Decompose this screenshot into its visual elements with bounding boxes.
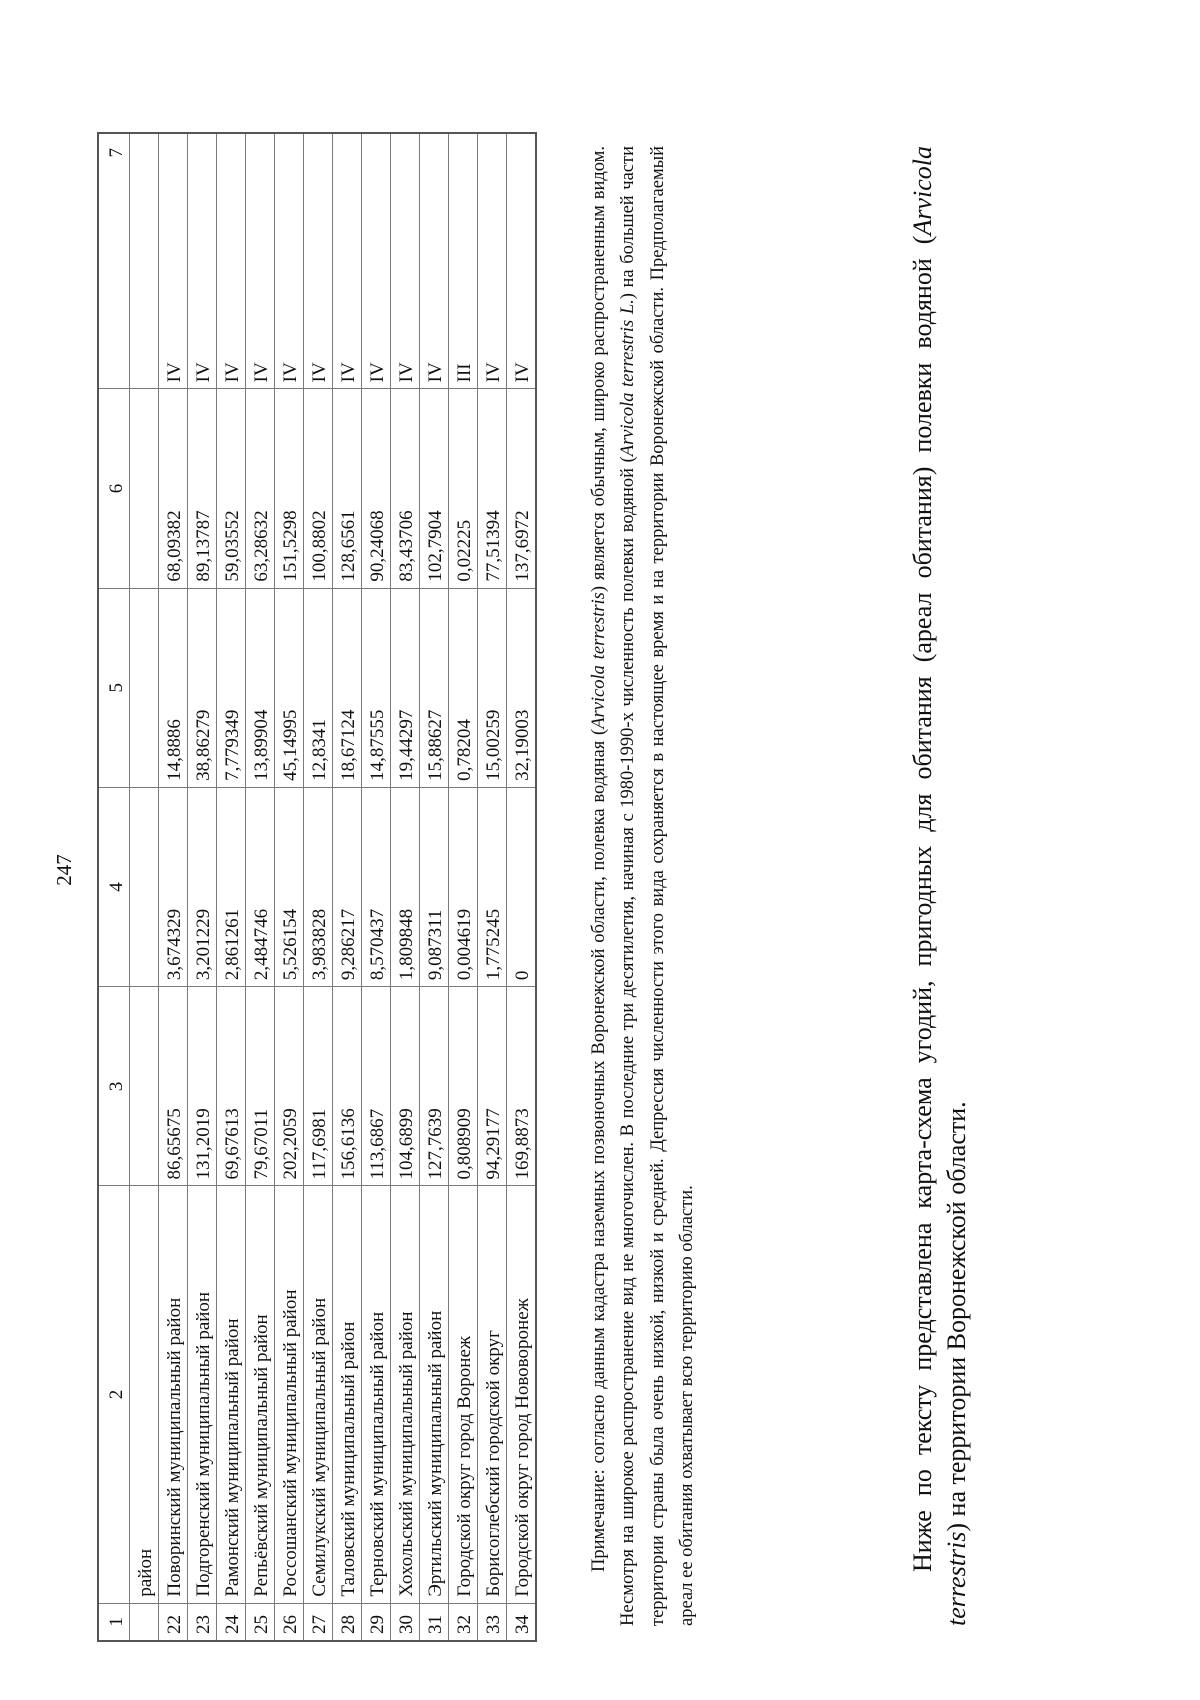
table-cell [130,389,159,588]
table-subheader-row [130,133,159,1641]
table-header-row [98,133,130,1641]
value-cell: 128,6561 [333,389,362,588]
district-name-cell: Поворинский муниципальный район [159,1186,188,1603]
table-row [449,133,478,1641]
value-cell: 156,6136 [333,987,362,1186]
district-name-cell: Хохольский муниципальный район [391,1186,420,1603]
district-name-cell: Городской округ город Воронеж [449,1186,478,1603]
value-cell: 14,8886 [159,588,188,787]
value-cell: 69,67613 [217,987,246,1186]
row-number-cell: 26 [275,1603,304,1641]
value-cell: 15,88627 [420,588,449,787]
value-cell: III [449,133,478,389]
value-cell: 100,8802 [304,389,333,588]
district-name-cell: Таловский муниципальный район [333,1186,362,1603]
value-cell: 94,29177 [478,987,507,1186]
district-name-cell: Эртильский муниципальный район [420,1186,449,1603]
table-cell: район [130,1186,159,1603]
row-number-cell: 33 [478,1603,507,1641]
value-cell: 202,2059 [275,987,304,1186]
value-cell: 77,51394 [478,389,507,588]
value-cell: IV [362,133,391,389]
latin-name: Arvicola terrestris [908,146,971,1626]
row-number-cell: 24 [217,1603,246,1641]
value-cell: 89,13787 [188,389,217,588]
table-cell [130,787,159,986]
value-cell: IV [478,133,507,389]
table-row [333,133,362,1641]
value-cell: 86,65675 [159,987,188,1186]
latin-name: Arvicola terrestris L. [618,299,638,457]
value-cell: 8,570437 [362,787,391,986]
value-cell: 127,7639 [420,987,449,1186]
district-name-cell: Рамонский муниципальный район [217,1186,246,1603]
value-cell: IV [275,133,304,389]
header-cell: 5 [98,588,130,787]
value-cell: 131,2019 [188,987,217,1186]
row-number-cell: 32 [449,1603,478,1641]
value-cell: 3,983828 [304,787,333,986]
value-cell: 5,526154 [275,787,304,986]
value-cell: 68,09382 [159,389,188,588]
table-row [478,133,507,1641]
value-cell: 9,286217 [333,787,362,986]
header-cell: 3 [98,987,130,1186]
header-cell: 4 [98,787,130,986]
value-cell: IV [217,133,246,389]
row-number-cell: 30 [391,1603,420,1641]
district-name-cell: Семилукский муниципальный район [304,1186,333,1603]
latin-name: Arvicola terrestris [588,592,609,729]
value-cell: 1,775245 [478,787,507,986]
value-cell: 59,03552 [217,389,246,588]
table-row [304,133,333,1641]
table-row [420,133,449,1641]
value-cell: 104,6899 [391,987,420,1186]
note-text: Примечание: согласно данным кадастра наземных позвоночных Воронежской области, полевка водяная ( [588,728,609,1572]
table-row [507,133,537,1641]
value-cell: IV [507,133,537,389]
value-cell: 12,8341 [304,588,333,787]
value-cell: 3,674329 [159,787,188,986]
note-paragraph [585,146,703,1626]
value-cell: 19,44297 [391,588,420,787]
header-cell: 7 [98,133,130,389]
note-text: ) на большей части территории страны была очень низкой, низкой и средней. Депрессия численности этого вида сохраняется в настоящее время и на территории Воронежской области. Предполагаемый ареал ее обитания охватывает всю территорию области. [618,146,697,1626]
data-table [97,132,537,1642]
table-cell [130,588,159,787]
table-cell [130,987,159,1186]
value-cell: IV [420,133,449,389]
table-cell [130,1603,159,1641]
value-cell: 32,19003 [507,588,537,787]
header-cell: 1 [98,1603,130,1641]
value-cell: IV [333,133,362,389]
value-cell: 0,004619 [449,787,478,986]
page-number: 247 [52,854,76,886]
value-cell: IV [304,133,333,389]
value-cell: 0,02225 [449,389,478,588]
row-number-cell: 23 [188,1603,217,1641]
district-name-cell: Терновский муниципальный район [362,1186,391,1603]
value-cell: 7,779349 [217,588,246,787]
district-name-cell: Городской округ город Нововоронеж [507,1186,537,1603]
value-cell: 38,86279 [188,588,217,787]
table-row [362,133,391,1641]
row-number-cell: 27 [304,1603,333,1641]
value-cell: 15,00259 [478,588,507,787]
district-name-cell: Репьёвский муниципальный район [246,1186,275,1603]
value-cell: 102,7904 [420,389,449,588]
district-name-cell: Россошанский муниципальный район [275,1186,304,1603]
value-cell: 63,28632 [246,389,275,588]
value-cell: 14,87555 [362,588,391,787]
row-number-cell: 22 [159,1603,188,1641]
value-cell: IV [159,133,188,389]
value-cell: 0,808909 [449,987,478,1186]
value-cell: 79,67011 [246,987,275,1186]
header-cell: 2 [98,1186,130,1603]
row-number-cell: 29 [362,1603,391,1641]
table-row [188,133,217,1641]
value-cell: 45,14995 [275,588,304,787]
table-row [159,133,188,1641]
value-cell: 0 [507,787,537,986]
table-row [391,133,420,1641]
table-row [246,133,275,1641]
caption-text: Ниже по тексту представлена карта-схема угодий, пригодных для обитания (ареал обитания) полевки водяной ( [908,235,937,1572]
value-cell: 3,201229 [188,787,217,986]
value-cell: 0,78204 [449,588,478,787]
table-cell [130,133,159,389]
value-cell: 113,6867 [362,987,391,1186]
value-cell: 13,89904 [246,588,275,787]
value-cell: IV [188,133,217,389]
value-cell: 18,67124 [333,588,362,787]
value-cell: 169,8873 [507,987,537,1186]
district-name-cell: Подгоренский муниципальный район [188,1186,217,1603]
value-cell: 137,6972 [507,389,537,588]
value-cell: 117,6981 [304,987,333,1186]
district-name-cell: Борисоглебский городской округ [478,1186,507,1603]
value-cell: 90,24068 [362,389,391,588]
value-cell: IV [391,133,420,389]
note-text: ) является обычным, широко распространенным видом. Несмотря на широкое распространение вид не многочислен. В последние три десятилетия, начиная с 1980-1990-х численность полевки водяной ( [588,146,638,1626]
value-cell: 83,43706 [391,389,420,588]
row-number-cell: 28 [333,1603,362,1641]
value-cell: 9,087311 [420,787,449,986]
row-number-cell: 34 [507,1603,537,1641]
caption-text: ) на территории Воронежской области. [942,1101,971,1532]
map-caption [906,146,974,1626]
table-row [275,133,304,1641]
row-number-cell: 31 [420,1603,449,1641]
table-row [217,133,246,1641]
value-cell: 2,484746 [246,787,275,986]
value-cell: 151,5298 [275,389,304,588]
row-number-cell: 25 [246,1603,275,1641]
value-cell: 2,861261 [217,787,246,986]
value-cell: IV [246,133,275,389]
value-cell: 1,809848 [391,787,420,986]
header-cell: 6 [98,389,130,588]
